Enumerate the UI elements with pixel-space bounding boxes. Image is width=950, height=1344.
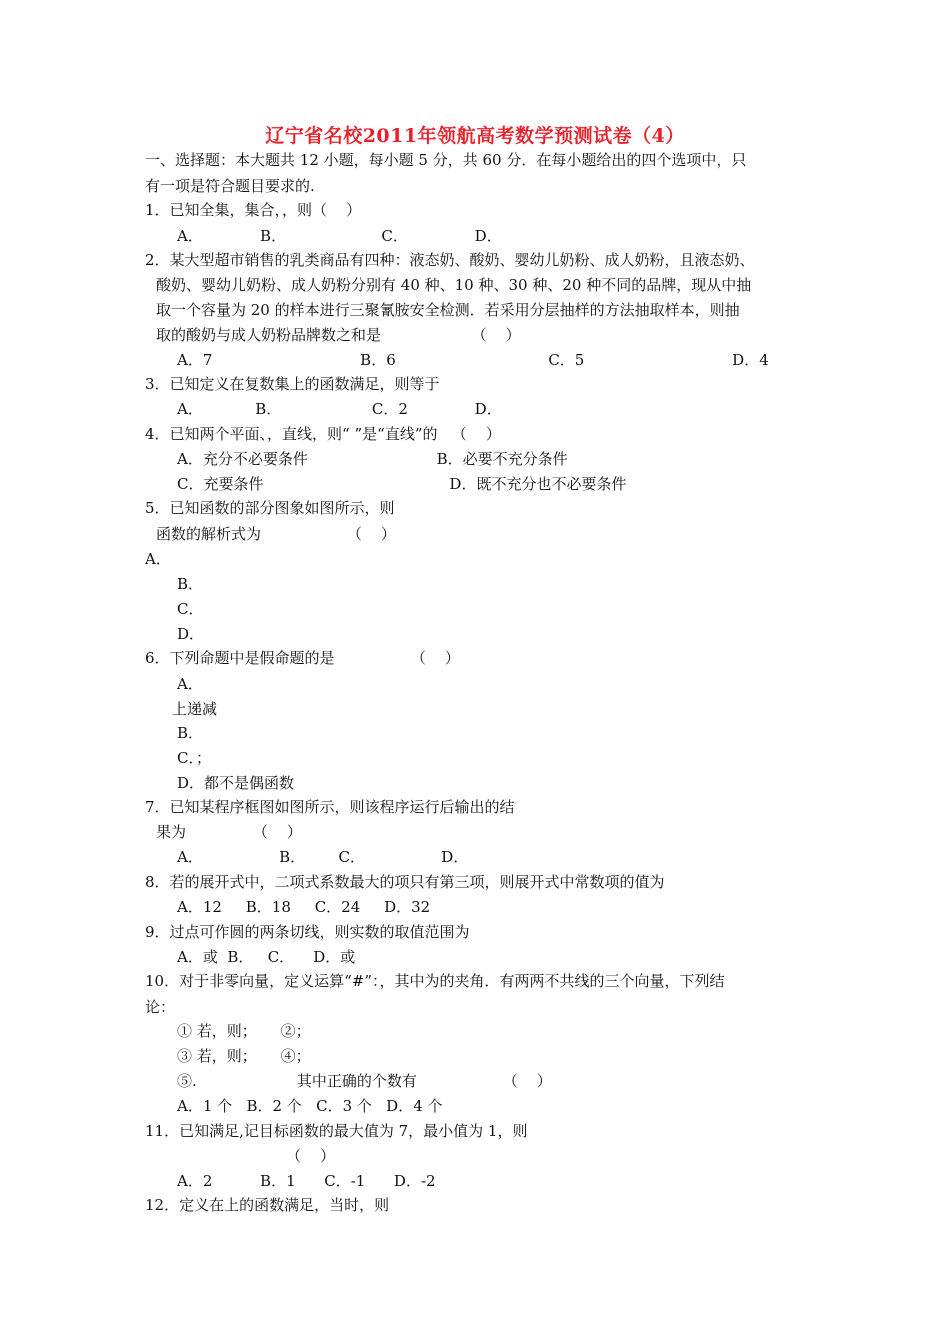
question-3: 3．已知定义在复数集上的函数满足，则等于 [145, 375, 440, 393]
question-8-options: A．12 B．18 C．24 D．32 [177, 898, 431, 916]
question-11-bracket: （ ） [286, 1147, 336, 1165]
question-10-statement-5: ⑤. 其中正确的个数有 （ ） [177, 1072, 552, 1090]
question-10-statement-1-2: ① 若，则； ②； [177, 1022, 311, 1040]
question-5-option-c: C． [177, 600, 204, 618]
question-7: 7．已知某程序框图如图所示，则该程序运行后输出的结 [145, 798, 515, 816]
question-6-option-d: D．都不是偶函数 [177, 774, 295, 792]
question-8: 8．若的展开式中，二项式系数最大的项只有第三项，则展开式中常数项的值为 [145, 873, 665, 891]
question-4-options-ab: A．充分不必要条件 B．必要不充分条件 [177, 450, 568, 468]
question-1-options: A． B． C． D． [177, 227, 502, 245]
question-4: 4．已知两个平面、，直线，则“ ”是“直线”的 （ ） [145, 425, 501, 443]
page-title: 辽宁省名校2011年领航高考数学预测试卷（4） [265, 125, 685, 147]
question-11: 11．已知满足,记目标函数的最大值为 7，最小值为 1，则 [145, 1122, 528, 1140]
question-4-options-cd: C．充要条件 D．既不充分也不必要条件 [177, 475, 627, 493]
question-10-options: A．1 个 B．2 个 C．3 个 D．4 个 [177, 1097, 443, 1115]
question-9: 9．过点可作圆的两条切线，则实数的取值范围为 [145, 923, 470, 941]
question-11-options: A．2 B．1 C．-1 D．-2 [177, 1172, 436, 1190]
question-6-option-c: C．； [177, 749, 211, 767]
question-5-option-a: A． [145, 550, 171, 568]
question-5-option-d: D． [177, 625, 205, 643]
question-2: 2．某大型超市销售的乳类商品有四种：液态奶、酸奶、婴幼儿奶粉、成人奶粉，且液态奶、 [145, 251, 755, 269]
question-6-option-b: B． [177, 724, 204, 742]
question-3-options: A． B． C．2 D． [177, 400, 502, 418]
question-10-line2: 论： [145, 998, 176, 1016]
question-9-options: A．或 B． C． D．或 [177, 948, 356, 966]
question-5-option-b: B． [177, 575, 204, 593]
question-1: 1．已知全集，集合，，则（ ） [145, 201, 362, 219]
question-7-line2: 果为 （ ） [156, 823, 302, 841]
question-2-options: A．7 B．6 C．5 D．4 [177, 351, 769, 369]
question-2-line2: 酸奶、婴幼儿奶粉、成人奶粉分别有 40 种、10 种、30 种、20 种不同的品牌，现从中抽 [156, 276, 752, 294]
question-6-option-a-cont: 上递减 [172, 700, 218, 718]
question-6-option-a: A． [177, 675, 203, 693]
question-2-line4: 取的酸奶与成人奶粉品牌数之和是 （ ） [156, 326, 521, 344]
section-heading: 一、选择题：本大题共 12 小题，每小题 5 分，共 60 分．在每小题给出的四个选项中，只 [145, 151, 747, 169]
question-2-line3: 取一个容量为 20 的样本进行三聚氰胺安全检测．若采用分层抽样的方法抽取样本，则抽 [156, 301, 740, 319]
question-7-options: A． B． C． D． [177, 848, 469, 866]
question-6: 6．下列命题中是假命题的是 （ ） [145, 649, 460, 667]
question-10-statement-3-4: ③ 若，则； ④； [177, 1047, 311, 1065]
question-12: 12．定义在上的函数满足，当时，则 [145, 1196, 390, 1214]
question-5-line2: 函数的解析式为 （ ） [156, 525, 396, 543]
section-heading-cont: 有一项是符合题目要求的. [145, 177, 315, 195]
question-5: 5．已知函数的部分图象如图所示，则 [145, 499, 395, 517]
question-10: 10．对于非零向量，定义运算“#”：，其中为的夹角．有两两不共线的三个向量，下列结 [145, 972, 725, 990]
